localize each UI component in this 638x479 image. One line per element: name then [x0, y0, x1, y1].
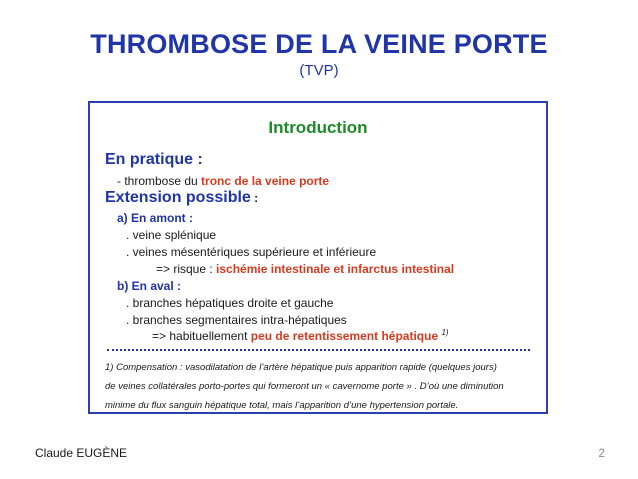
- en-pratique-label: En pratique :: [105, 151, 203, 168]
- amont-item-2: . veines mésentériques supérieure et inférieure: [126, 245, 377, 259]
- introduction-box: [88, 101, 548, 414]
- aval-label: b) En aval :: [117, 279, 182, 293]
- aval-consequence-prefix: => habituellement: [152, 329, 251, 343]
- note-line-3: minime du flux sanguin hépatique total, mais l’apparition d’une hypertension portale.: [105, 400, 459, 411]
- note-line-1: 1) Compensation : vasodilatation de l’artère hépatique puis apparition rapide (quelques jours): [105, 362, 497, 373]
- amont-risk-highlight: ischémie intestinale et infarctus intestinal: [216, 262, 455, 276]
- en-pratique-text: [117, 174, 329, 188]
- extension-heading: [105, 189, 258, 207]
- en-pratique-highlight: tronc de la veine porte: [201, 174, 330, 188]
- amont-risk: [156, 262, 454, 276]
- aval-item-2: . branches segmentaires intra-hépatiques: [126, 313, 347, 327]
- aval-item-1: . branches hépatiques droite et gauche: [126, 296, 334, 310]
- amont-item-1: . veine splénique: [126, 228, 217, 242]
- aval-consequence-highlight: peu de retentissement hépatique: [250, 329, 439, 343]
- footnote-marker: 1): [441, 328, 449, 337]
- author-footer: Claude EUGÈNE: [35, 446, 128, 460]
- dotted-separator: [107, 349, 530, 354]
- note-line-2: de veines collatérales porto-portes qui formeront un « cavernome porte » . D’où une diminution: [105, 381, 504, 392]
- page-subtitle: (TVP): [299, 62, 339, 79]
- introduction-heading: Introduction: [268, 118, 368, 137]
- amont-label: a) En amont :: [117, 211, 194, 225]
- en-pratique-prefix: - thrombose du: [117, 174, 202, 188]
- aval-consequence: [152, 328, 449, 343]
- amont-risk-prefix: => risque :: [156, 262, 217, 276]
- extension-colon: :: [250, 191, 259, 205]
- page-number: 2: [598, 446, 605, 460]
- extension-label: Extension possible: [105, 189, 251, 206]
- page-title: THROMBOSE DE LA VEINE PORTE: [90, 29, 548, 59]
